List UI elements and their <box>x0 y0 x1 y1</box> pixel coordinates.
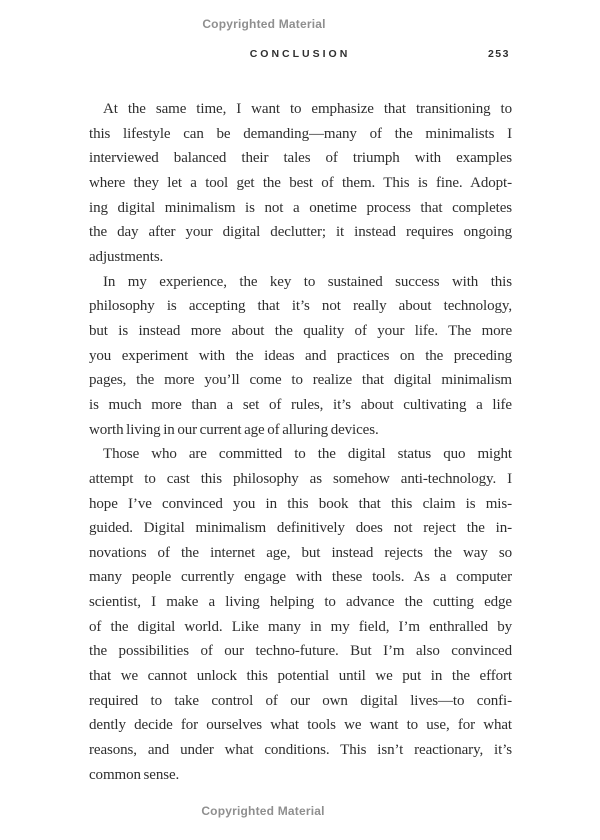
body-line: pages, the more you’ll come to realize that digital minimalism <box>89 372 512 389</box>
body-line: In my experience, the key to sustained success with this <box>103 273 512 290</box>
copyright-watermark-bottom: Copyrighted Material <box>201 804 325 818</box>
copyright-watermark-top: Copyrighted Material <box>202 17 326 31</box>
body-line: attempt to cast this philosophy as somehow anti-technology. I <box>89 470 512 487</box>
body-line: worth living in our current age of alluring devices. <box>89 421 379 438</box>
body-line: hope I’ve convinced you in this book that this claim is mis- <box>89 495 512 512</box>
body-line: interviewed balanced their tales of triumph with examples <box>89 150 512 167</box>
body-line: At the same time, I want to emphasize that transitioning to <box>103 101 512 117</box>
paragraph <box>89 270 512 443</box>
body-line: scientist, I make a living helping to advance the cutting edge <box>89 594 512 611</box>
body-text <box>89 97 512 787</box>
body-line: this lifestyle can be demanding—many of the minimalists I <box>89 125 512 142</box>
body-line: reasons, and under what conditions. This isn’t reactionary, it’s <box>89 742 512 759</box>
body-line: the possibilities of our techno-future. But I’m also convinced <box>89 643 512 660</box>
paragraph <box>89 97 512 270</box>
body-line: Those who are committed to the digital status quo might <box>103 446 512 463</box>
body-line: but is instead more about the quality of your life. The more <box>89 322 512 339</box>
body-line: that we cannot unlock this potential until we put in the effort <box>89 668 512 685</box>
body-line: of the digital world. Like many in my field, I’m enthralled by <box>89 618 512 635</box>
body-line: you experiment with the ideas and practices on the preceding <box>89 347 512 364</box>
body-line: is much more than a set of rules, it’s about cultivating a life <box>89 396 512 413</box>
body-line: many people currently engage with these tools. As a computer <box>89 569 512 586</box>
page-number: 253 <box>487 48 510 60</box>
body-line: the day after your digital declutter; it instead requires ongoing <box>89 224 512 241</box>
body-line: novations of the internet age, but instead rejects the way so <box>89 544 512 561</box>
body-line: adjustments. <box>89 248 164 265</box>
body-line: common sense. <box>89 766 180 783</box>
body-line: guided. Digital minimalism definitively does not reject the in- <box>89 520 512 537</box>
body-line: ing digital minimalism is not a onetime process that completes <box>89 199 512 216</box>
body-line: dently decide for ourselves what tools we want to use, for what <box>89 717 512 734</box>
body-line: required to take control of our own digital lives—to confi- <box>89 692 512 709</box>
chapter-title: CONCLUSION <box>249 48 351 60</box>
body-line: where they let a tool get the best of them. This is fine. Adopt- <box>89 174 512 191</box>
body-line: philosophy is accepting that it’s not really about technology, <box>89 298 512 315</box>
paragraph <box>89 442 512 787</box>
